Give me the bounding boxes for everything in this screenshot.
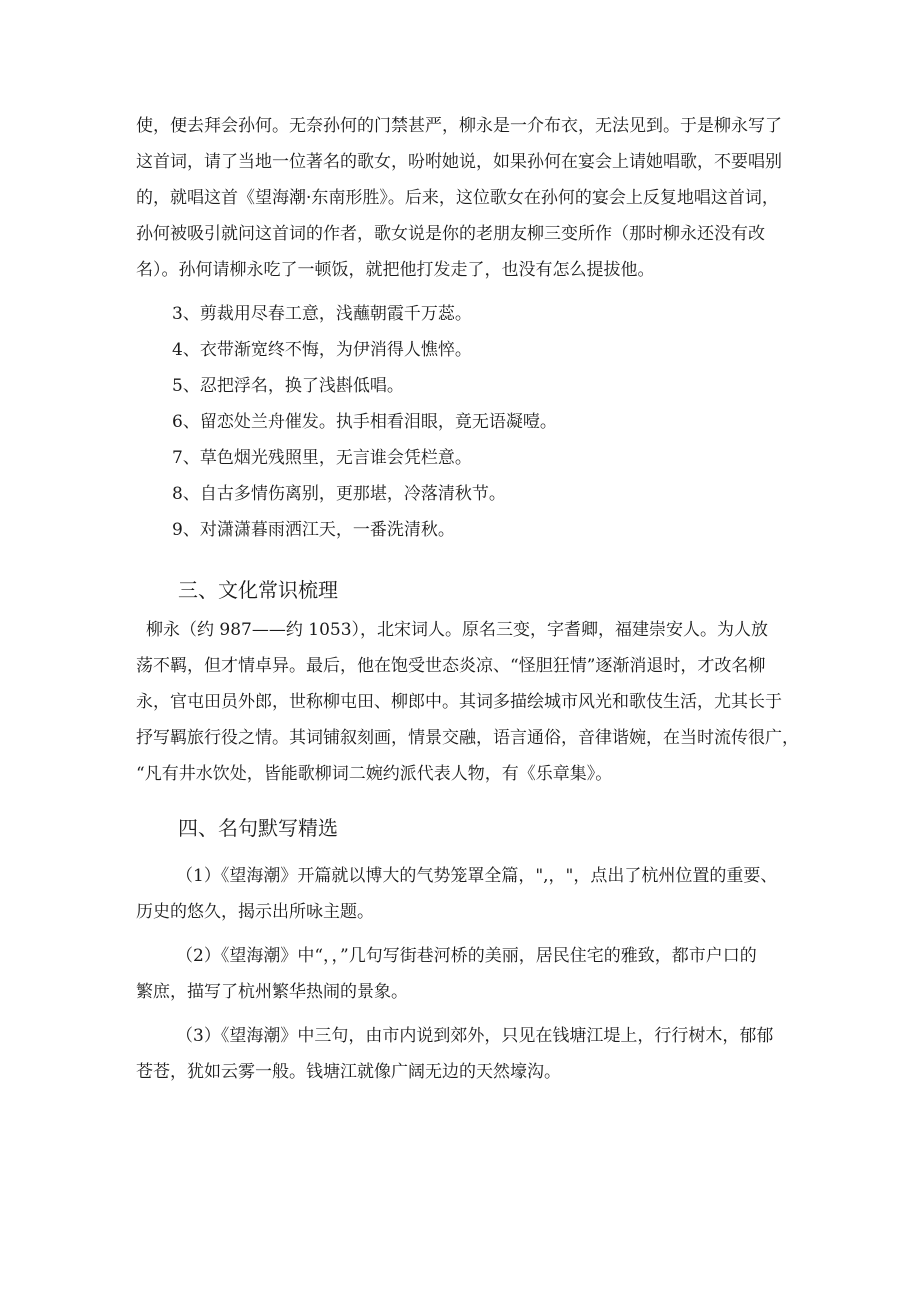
question-line: 历史的悠久，揭示出所咏主题。 [136,902,374,922]
question-line: 苍苍，犹如云雾一般。钱塘江就像广阔无边的天然壕沟。 [136,1062,561,1082]
intro-line: 使，便去拜会孙何。无奈孙何的门禁甚严，柳永是一介布衣，无法见到。于是柳永写了 [136,116,782,136]
quote-dictation-questions [136,858,802,1090]
question-line: （1）《望海潮》开篇就以博大的气势笼罩全篇，",，"，点出了杭州位置的重要、 [176,866,778,886]
paragraph-line: 永，官屯田员外郎，世称柳屯田、柳郎中。其词多描绘城市风光和歌伎生活，尤其长于 [136,692,782,712]
list-item: 9、对潇潇暮雨洒江天，一番洗清秋。 [172,520,455,540]
list-item: 7、草色烟光残照里，无言谁会凭栏意。 [172,448,472,468]
question-item [136,938,802,1010]
section-heading-culture: 三、文化常识梳理 [178,578,338,602]
intro-line: 的，就唱这首《望海潮·东南形胜》。后来，这位歌女在孙何的宴会上反复地唱这首词， [136,188,779,208]
paragraph-line: 抒写羁旅行役之情。其词铺叙刻画，情景交融，语言通俗，音律谐婉，在当时流传很广， [136,728,799,748]
paragraph-line: 柳永（约 987——约 1053），北宋词人。原名三变，字耆卿，福建崇安人。为人放 [146,620,769,640]
question-item [136,858,802,930]
culture-paragraph [136,612,802,792]
intro-line: 名）。孙何请柳永吃了一顿饭，就把他打发走了，也没有怎么提拔他。 [136,260,655,280]
intro-line: 孙何被吸引就问这首词的作者，歌女说是你的老朋友柳三变所作（那时柳永还没有改 [136,224,765,244]
question-item [136,1018,802,1090]
list-item: 8、自古多情伤离别，更那堪，冷落清秋节。 [172,484,506,504]
list-item: 6、留恋处兰舟催发。执手相看泪眼，竟无语凝噎。 [172,412,557,432]
intro-line: 这首词，请了当地一位著名的歌女，吩咐她说，如果孙何在宴会上请她唱歌，不要唱别 [136,152,782,172]
list-item: 4、衣带渐宽终不悔，为伊消得人憔悴。 [172,340,472,360]
question-line: （2）《望海潮》中“，，”几句写街巷河桥的美丽，居民住宅的雅致，都市户口的 [176,946,757,966]
section-heading-quotes: 四、名句默写精选 [178,816,338,840]
paragraph-line: 荡不羁，但才情卓异。最后，他在饱受世态炎凉、“怪胆狂情”逐渐消退时，才改名柳 [136,656,766,676]
intro-paragraph [136,0,802,288]
question-line: （3）《望海潮》中三句，由市内说到郊外，只见在钱塘江堤上，行行树木，郁郁 [176,1026,774,1046]
list-item: 3、剪裁用尽春工意，浅蘸朝霞千万蕊。 [172,304,472,324]
question-line: 繁庶，描写了杭州繁华热闹的景象。 [136,982,408,1002]
paragraph-line: “凡有井水饮处，皆能歌柳词二婉约派代表人物，有《乐章集》。 [136,764,613,784]
quote-list [136,296,802,548]
list-item: 5、忍把浮名，换了浅斟低唱。 [172,376,404,396]
